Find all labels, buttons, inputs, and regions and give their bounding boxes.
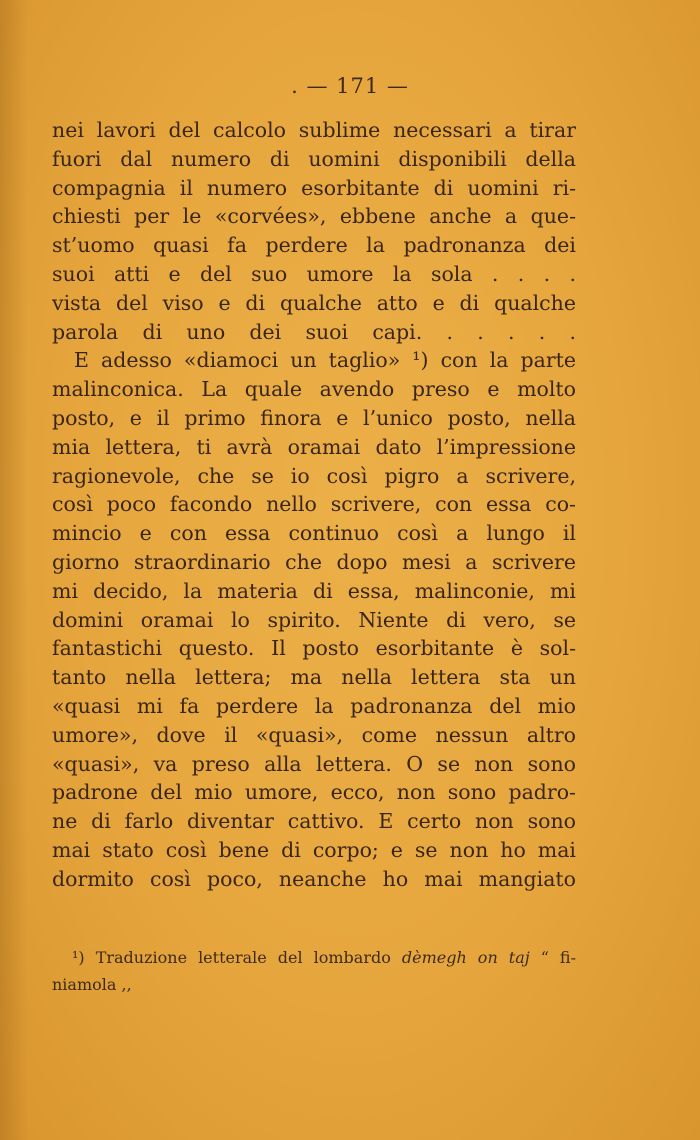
text-line: «quasi mi fa perdere la padronanza del mio bbox=[52, 693, 576, 718]
text-line: fuori dal numero di uomini disponibili della bbox=[52, 146, 576, 171]
text-line: parola di uno dei suoi capi. . . . . . bbox=[52, 319, 576, 344]
text-line: vista del viso e di qualche atto e di qualche bbox=[52, 290, 576, 315]
text-line: mi decido, la materia di essa, malinconie, mi bbox=[52, 578, 576, 603]
text-line: posto, e il primo finora e l’unico posto, nella bbox=[52, 405, 576, 430]
text-line: «quasi», va preso alla lettera. O se non sono bbox=[52, 751, 576, 776]
footnote bbox=[52, 944, 576, 998]
footnote-first-line bbox=[52, 944, 576, 971]
text-line: umore», dove il «quasi», come nessun altro bbox=[52, 722, 576, 747]
text-line: dormito così poco, neanche ho mai mangiato bbox=[52, 866, 576, 891]
text-line: chiesti per le «corvées», ebbene anche a que- bbox=[52, 204, 576, 229]
text-line: giorno straordinario che dopo mesi a scrivere bbox=[52, 549, 576, 574]
body-text bbox=[52, 116, 576, 894]
text-line: mai stato così bene di corpo; e se non ho mai bbox=[52, 837, 576, 862]
text-line: suoi atti e del suo umore la sola . . . . bbox=[52, 261, 576, 286]
spine-shadow bbox=[0, 0, 28, 1140]
footnote-text: Traduzione letterale del lombardo bbox=[95, 948, 391, 967]
text-line: nei lavori del calcolo sublime necessari a tirar bbox=[52, 118, 576, 142]
text-line: padrone del mio umore, ecco, non sono padro- bbox=[52, 780, 576, 805]
footnote-italic-phrase: dèmegh on taj bbox=[401, 948, 530, 967]
text-line: fantastichi questo. Il posto esorbitante è sol- bbox=[52, 636, 576, 661]
text-line: compagnia il numero esorbitante di uomini ri- bbox=[52, 175, 576, 200]
text-line: ne di farlo diventar cattivo. E certo non sono bbox=[52, 809, 576, 834]
text-line: malinconica. La quale avendo preso e molto bbox=[52, 377, 576, 402]
footnote-continuation: niamola ,, bbox=[52, 975, 132, 994]
page-number: . — 171 — bbox=[291, 74, 409, 98]
text-line: ragionevole, che se io così pigro a scrivere, bbox=[52, 463, 576, 488]
footnote-marker: ¹) bbox=[72, 948, 85, 967]
text-line: mia lettera, ti avrà oramai dato l’impressione bbox=[52, 434, 576, 459]
text-line: st’uomo quasi fa perdere la padronanza dei bbox=[52, 233, 576, 258]
text-line: domini oramai lo spirito. Niente di vero, se bbox=[52, 607, 576, 632]
footnote-text-end: “ fi- bbox=[540, 948, 576, 967]
text-line: così poco facondo nello scrivere, con essa co- bbox=[52, 492, 576, 517]
paragraph-first-line: E adesso «diamoci un taglio» ¹) con la parte bbox=[74, 348, 576, 373]
text-line: tanto nella lettera; ma nella lettera sta un bbox=[52, 665, 576, 690]
text-line: mincio e con essa continuo così a lungo il bbox=[52, 521, 576, 546]
